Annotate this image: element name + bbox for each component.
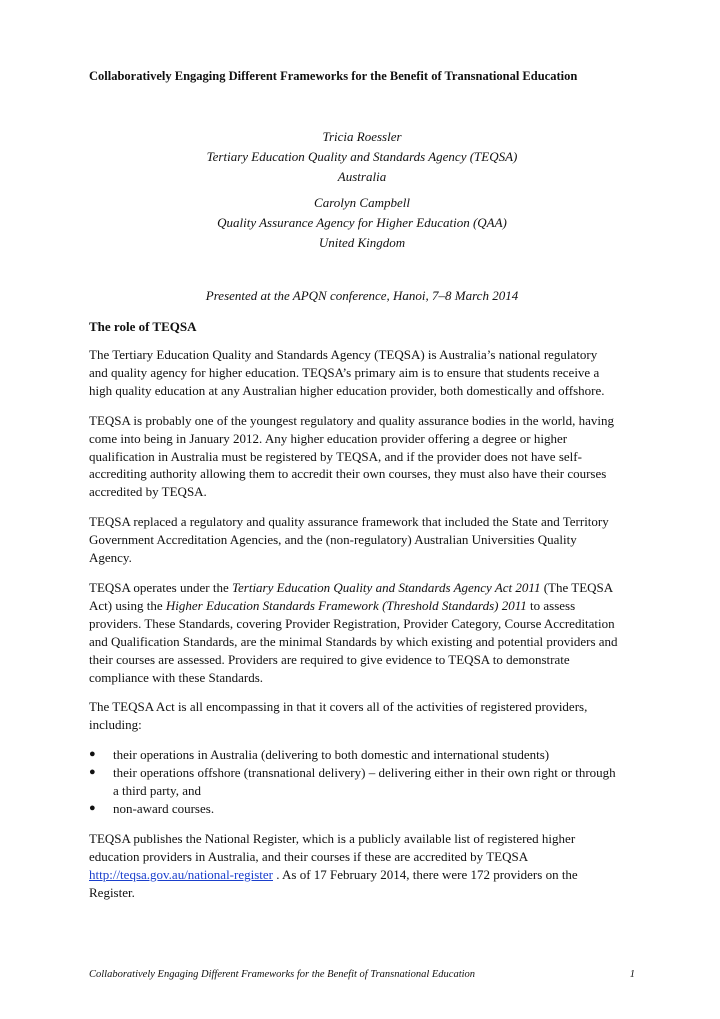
- text-line: Register.: [89, 884, 135, 900]
- author-block-2: [89, 193, 635, 253]
- author-name: Tricia Roessler: [322, 129, 402, 144]
- text-line: [89, 579, 635, 597]
- author-country: United Kingdom: [318, 235, 406, 250]
- page-footer: [89, 968, 635, 982]
- text-line: high quality education at any Australian higher education provider, both domestically and offshore.: [89, 382, 605, 398]
- text-line: The Tertiary Education Quality and Standards Agency (TEQSA) is Australia’s national regulatory: [89, 347, 598, 362]
- text-line: TEQSA replaced a regulatory and quality assurance framework that included the State and Territory: [89, 514, 609, 530]
- text-line: [89, 866, 635, 884]
- author-name: Carolyn Campbell: [314, 195, 410, 210]
- activities-list: [89, 746, 635, 818]
- author-organisation: Quality Assurance Agency for Higher Education (QAA): [217, 215, 507, 230]
- text-line: their operations offshore (transnational delivery) – delivering either in their own right or through: [113, 765, 616, 781]
- text-line: and Qualification Standards, are the minimal Standards by which existing and potential providers and: [89, 633, 618, 649]
- text-line: TEQSA publishes the National Register, which is a publicly available list of registered higher: [89, 830, 576, 846]
- framework-title: Higher Education Standards Framework (Threshold Standards) 2011: [165, 597, 527, 613]
- text-line: their operations in Australia (delivering to both domestic and international students): [113, 747, 550, 763]
- section-heading: The role of TEQSA: [89, 319, 197, 334]
- text-line: come into being in January 2012. Any higher education provider offering a degree or higher: [89, 430, 568, 446]
- footer-title: Collaboratively Engaging Different Frameworks for the Benefit of Transnational Education: [89, 969, 476, 980]
- body-text: [89, 346, 635, 913]
- paragraph-5: [89, 698, 635, 734]
- act-title: Tertiary Education Quality and Standards Agency Act 2011: [231, 579, 541, 595]
- bullet-icon: ●: [89, 766, 96, 779]
- text-line: education providers in Australia, and their courses if these are accredited by TEQSA: [89, 848, 529, 864]
- presented-note: Presented at the APQN conference, Hanoi, 7–8 March 2014: [205, 288, 519, 303]
- text-run: (The TEQSA: [540, 579, 614, 595]
- list-item: [89, 800, 635, 818]
- text-run: Act) using the: [89, 597, 166, 613]
- text-run: to assess: [526, 597, 576, 613]
- author-organisation: Tertiary Education Quality and Standards Agency (TEQSA): [206, 149, 518, 164]
- text-line: Agency.: [89, 550, 132, 566]
- text-line: providers. These Standards, covering Provider Registration, Provider Category, Course Accreditation: [89, 615, 615, 631]
- text-line: including:: [89, 717, 142, 733]
- text-line: their courses are assessed. Providers are required to give evidence to TEQSA to demonstrate: [89, 651, 570, 667]
- document-page: [89, 0, 635, 1019]
- page-number: 1: [629, 969, 635, 980]
- list-item: [89, 764, 635, 800]
- text-line: accrediting authority allowing them to accredit their own courses, they must also have their courses: [89, 466, 607, 482]
- list-item: [89, 746, 635, 764]
- national-register-link[interactable]: http://teqsa.gov.au/national-register: [89, 866, 273, 882]
- bullet-icon: ●: [89, 748, 96, 761]
- bullet-icon: ●: [89, 801, 96, 814]
- text-line: TEQSA is probably one of the youngest regulatory and quality assurance bodies in the world, having: [89, 412, 614, 428]
- paragraph-1: [89, 346, 635, 400]
- author-country: Australia: [337, 169, 387, 184]
- text-line: [89, 597, 635, 615]
- text-line: accredited by TEQSA.: [89, 484, 207, 500]
- author-block-1: [89, 127, 635, 187]
- text-line: Government Accreditation Agencies, and the (non-regulatory) Australian Universities Quality: [89, 532, 577, 548]
- text-line: compliance with these Standards.: [89, 669, 264, 685]
- document-title: Collaboratively Engaging Different Frameworks for the Benefit of Transnational Education: [89, 69, 578, 83]
- text-run: . As of 17 February 2014, there were 172 providers on the: [273, 866, 578, 882]
- text-line: and quality agency for higher education. TEQSA’s primary aim is to ensure that students receive a: [89, 364, 600, 380]
- paragraph-3: [89, 513, 635, 567]
- text-line: non-award courses.: [113, 800, 215, 816]
- paragraph-6: [89, 830, 635, 902]
- text-line: a third party, and: [113, 783, 201, 799]
- text-line: qualification in Australia must be registered by TEQSA, and if the provider does not have self-: [89, 448, 582, 464]
- text-line: The TEQSA Act is all encompassing in that it covers all of the activities of registered providers,: [89, 699, 588, 715]
- text-run: TEQSA operates under the: [89, 579, 232, 595]
- paragraph-4: [89, 579, 635, 686]
- paragraph-2: [89, 412, 635, 502]
